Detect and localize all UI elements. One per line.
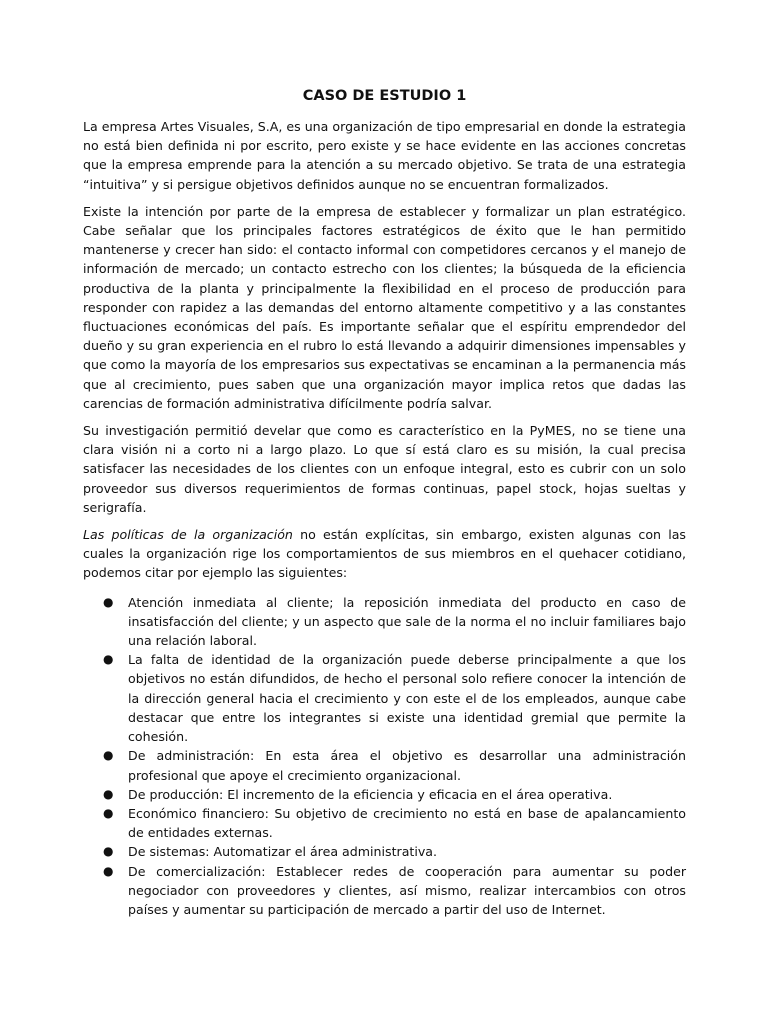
bullet-icon: ● — [103, 863, 114, 878]
policies-lead-text: Las políticas de la organización — [83, 527, 293, 543]
list-item — [83, 842, 686, 861]
policies-body-text: no están explícitas, sin embargo, existen algunas con las cuales la organización rige los comportamientos de sus miembros en el quehacer cotidiano, podemos citar por ejemplo las siguientes: — [83, 527, 686, 581]
list-item-text: De comercialización: Establecer redes de cooperación para aumentar su poder negociador con proveedores y clientes, así mismo, realizar intercambios con otros países y aumentar su participación de mercado a partir del uso de Internet. — [128, 863, 686, 917]
bullet-icon: ● — [103, 844, 114, 859]
list-item — [83, 862, 686, 920]
bullet-icon: ● — [103, 748, 114, 763]
list-item-text: La falta de identidad de la organización puede deberse principalmente a que los objetivos no están difundidos, de hecho el personal solo refiere conocer la intención de la dirección general hacia el crecimiento y con este el de los empleados, aunque cabe destacar que entre los integrantes si existe una identidad gremial que permite la cohesión. — [128, 652, 686, 745]
list-item — [83, 746, 686, 784]
bullet-icon: ● — [103, 786, 114, 801]
page-title: CASO DE ESTUDIO 1 — [302, 88, 467, 104]
list-item-text: De sistemas: Automatizar el área administrativa. — [128, 844, 438, 860]
list-item — [83, 785, 686, 804]
list-item — [83, 593, 686, 651]
list-item — [83, 650, 686, 746]
policies-list — [83, 593, 686, 919]
list-item-text: Atención inmediata al cliente; la reposición inmediata del producto en caso de insatisfacción del cliente; y un aspecto que sale de la norma el no incluir familiares bajo una relación laboral. — [128, 594, 686, 649]
bullet-icon: ● — [103, 652, 114, 667]
list-item-text: De administración: En esta área el objetivo es desarrollar una administración profesional que apoye el crecimiento organizacional. — [128, 748, 686, 783]
paragraph-strategy: Existe la intención por parte de la empresa de establecer y formalizar un plan estratégico. Cabe señalar que los principales factores estratégicos de éxito que le han permitido mantenerse y crecer han sido: el contacto informal con competidores cercanos y el manejo de información de mercado; un contacto estrecho con los clientes; la búsqueda de la eficiencia productiva de la planta y principalmente la flexibilidad en el proceso de producción para responder con rapidez a las demandas del entorno altamente competitivo y a las constantes fluctuaciones económicas del país. Es importante señalar que el espíritu emprendedor del dueño y su gran experiencia en el rubro lo está llevando a adquirir dimensiones impensables y que como la mayoría de los empresarios sus expectativas se encaminan a la permanencia más que al crecimiento, pues saben que una organización mayor implica retos que dadas las carencias de formación administrativa difícilmente podría salvar. — [83, 203, 686, 411]
list-item — [83, 804, 686, 842]
paragraph-intro: La empresa Artes Visuales, S.A, es una organización de tipo empresarial en donde la estrategia no está bien definida ni por escrito, pero existe y se hace evidente en las acciones concretas que la empresa emprende para la atención a su mercado objetivo. Se trata de una estrategia “intuitiva” y si persigue objetivos definidos aunque no se encuentran formalizados. — [83, 119, 686, 192]
bullet-icon: ● — [103, 594, 114, 609]
list-item-text: Económico financiero: Su objetivo de crecimiento no está en base de apalancamiento de entidades externas. — [128, 805, 686, 841]
list-item-text: De producción: El incremento de la eficiencia y eficacia en el área operativa. — [128, 786, 613, 802]
paragraph-policies — [83, 525, 686, 583]
paragraph-investigation: Su investigación permitió develar que como es característico en la PyMES, no se tiene una clara visión ni a corto ni a largo plazo. Lo que sí está claro es su misión, la cual precisa satisfacer las necesidades de los clientes con un enfoque integral, esto es cubrir con un solo proveedor sus diversos requerimientos de formas continuas, papel stock, hojas sueltas y serigrafía. — [83, 423, 686, 515]
document-page — [83, 86, 686, 919]
bullet-icon: ● — [103, 805, 114, 820]
